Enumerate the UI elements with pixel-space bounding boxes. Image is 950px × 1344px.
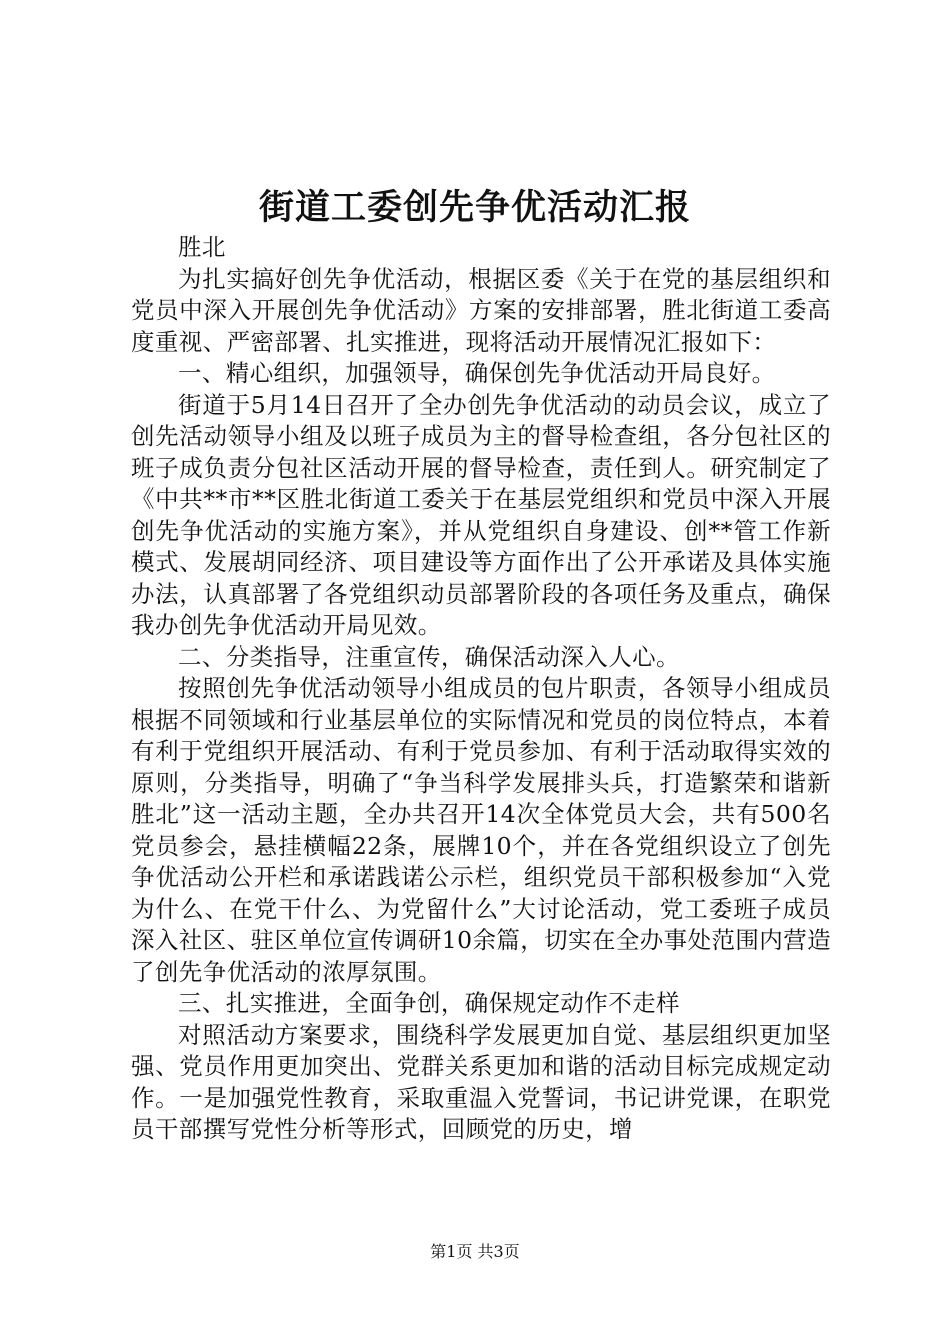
section-heading-1: 一、精心组织，加强领导，确保创先争优活动开局良好。 (178, 359, 776, 387)
page-footer: 第1页 共3页 (430, 1242, 520, 1261)
section-heading-2: 二、分类指导，注重宣传，确保活动深入人心。 (178, 642, 680, 671)
section-paragraph-3: 对照活动方案要求，围绕科学发展更加自觉、基层组织更加坚强、党员作用更加突出、党群关系更加和谐的活动目标完成规定动作。一是加强党性教育，采取重温入党誓词，书记讲党课，在职党员干部撰写党性分析等形式，回顾党的历史，增 (131, 1020, 831, 1143)
document-title: 街道工委创先争优活动汇报 (258, 187, 691, 228)
section-paragraph-2: 按照创先争优活动领导小组成员的包片职责，各领导小组成员根据不同领域和行业基层单位的实际情况和党员的岗位特点，本着有利于党组织开展活动、有利于党员参加、有利于活动取得实效的原则，分类指导，明确了“争当科学发展排头兵，打造繁荣和谐新胜北”这一活动主题，全办共召开14次全体党员大会，共有500名党员参会，悬挂横幅22条，展牌10个，并在各党组织设立了创先争优活动公开栏和承诺践诺公示栏，组织党员干部积极参加“入党为什么、在党干什么、为党留什么”大讨论活动，党工委班子成员深入社区、驻区单位宣传调研10余篇，切实在全办事处范围内营造了创先争优活动的浓厚氛围。 (131, 674, 831, 986)
document-body (131, 232, 831, 1146)
intro-paragraph: 为扎实搞好创先争优活动，根据区委《关于在党的基层组织和党员中深入开展创先争优活动》方案的安排部署，胜北街道工委高度重视、严密部署、扎实推进，现将活动开展情况汇报如下： (131, 264, 831, 356)
author-line: 胜北 (178, 233, 226, 261)
section-paragraph-1: 街道于5月14日召开了全办创先争优活动的动员会议，成立了创先活动领导小组及以班子成员为主的督导检查组，各分包社区的班子成负责分包社区活动开展的督导检查，责任到人。研究制定了《中共**市**区胜北街道工委关于在基层党组织和党员中深入开展创先争优活动的实施方案》，并从党组织自身建设、创**管工作新模式、发展胡同经济、项目建设等方面作出了公开承诺及具体实施办法，认真部署了各党组织动员部署阶段的各项任务及重点，确保我办创先争优活动开局见效。 (131, 390, 831, 639)
section-heading-3: 三、扎实推进，全面争创，确保规定动作不走样 (178, 989, 680, 1017)
